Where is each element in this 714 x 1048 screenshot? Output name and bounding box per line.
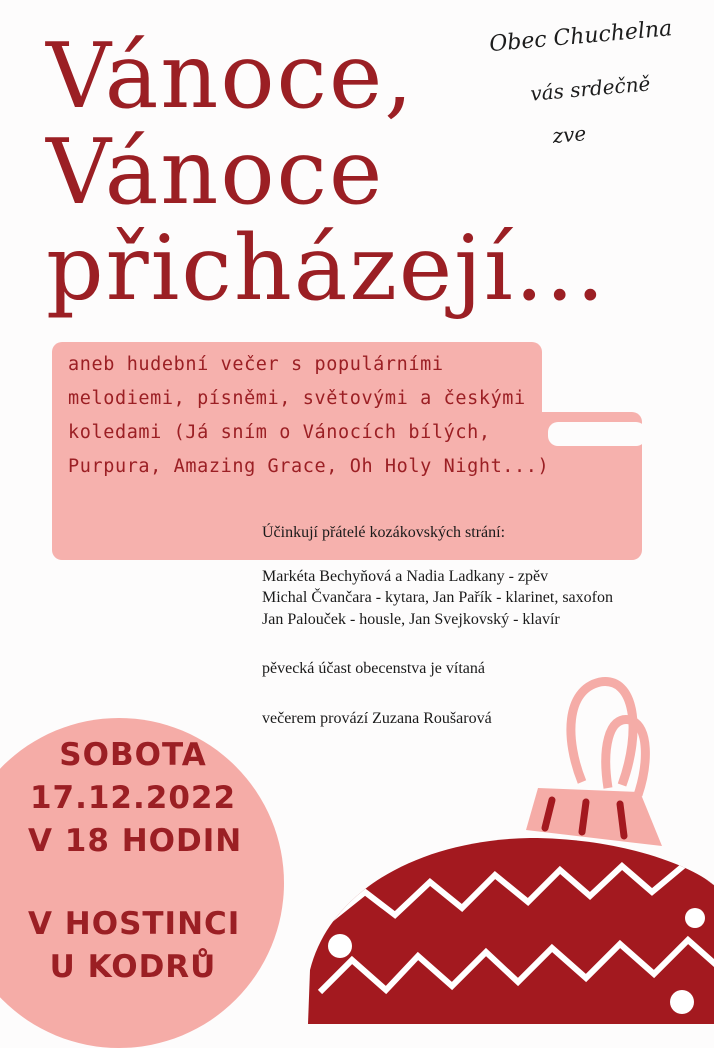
event-date-venue <box>28 734 243 989</box>
invite-line-1: Obec Chuchelna <box>488 16 674 58</box>
subtitle-line: koledami (Já sním o Vánocích bílých, <box>68 422 491 443</box>
subtitle-line: aneb hudební večer s populárními <box>68 354 444 375</box>
performer-line: Michal Čvančara - kytara, Jan Pařík - klarinet, saxofon <box>262 589 613 606</box>
event-time: V 18 HODIN <box>28 823 243 859</box>
event-venue-line-1: V HOSTINCI <box>28 906 241 942</box>
audience-note: pěvecká účast obecenstva je vítaná <box>262 660 485 677</box>
subtitle-text <box>52 342 642 484</box>
ornament-ball <box>290 830 714 1024</box>
event-date: 17.12.2022 <box>29 780 237 816</box>
ornament-loops <box>571 682 645 795</box>
performer-line: Jan Palouček - housle, Jan Svejkovský - klavír <box>262 610 560 628</box>
event-venue-line-2: U KODRŮ <box>49 949 217 985</box>
ornament-cap <box>526 788 662 846</box>
performers-heading: Účinkují přátelé kozákovských strání: <box>262 524 506 541</box>
host-note: večerem provází Zuzana Roušarová <box>262 709 492 727</box>
subtitle-banner <box>52 342 642 484</box>
title-line-1: Vánoce, <box>46 24 415 129</box>
invite-line-2: vás srdečně <box>529 71 652 106</box>
invite-line-3: zve <box>551 121 588 148</box>
event-day: SOBOTA <box>59 737 207 773</box>
title-line-3: přicházejí... <box>46 216 607 321</box>
subtitle-line: melodiemi, písněmi, světovými a českými <box>68 388 526 409</box>
performer-line: Markéta Bechyňová a Nadia Ladkany - zpěv <box>262 567 549 585</box>
subtitle-line: Purpura, Amazing Grace, Oh Holy Night...) <box>68 456 550 477</box>
title-line-2: Vánoce <box>46 120 385 225</box>
invitation-handwritten <box>465 12 705 158</box>
christmas-ornament-icon <box>290 670 714 1024</box>
